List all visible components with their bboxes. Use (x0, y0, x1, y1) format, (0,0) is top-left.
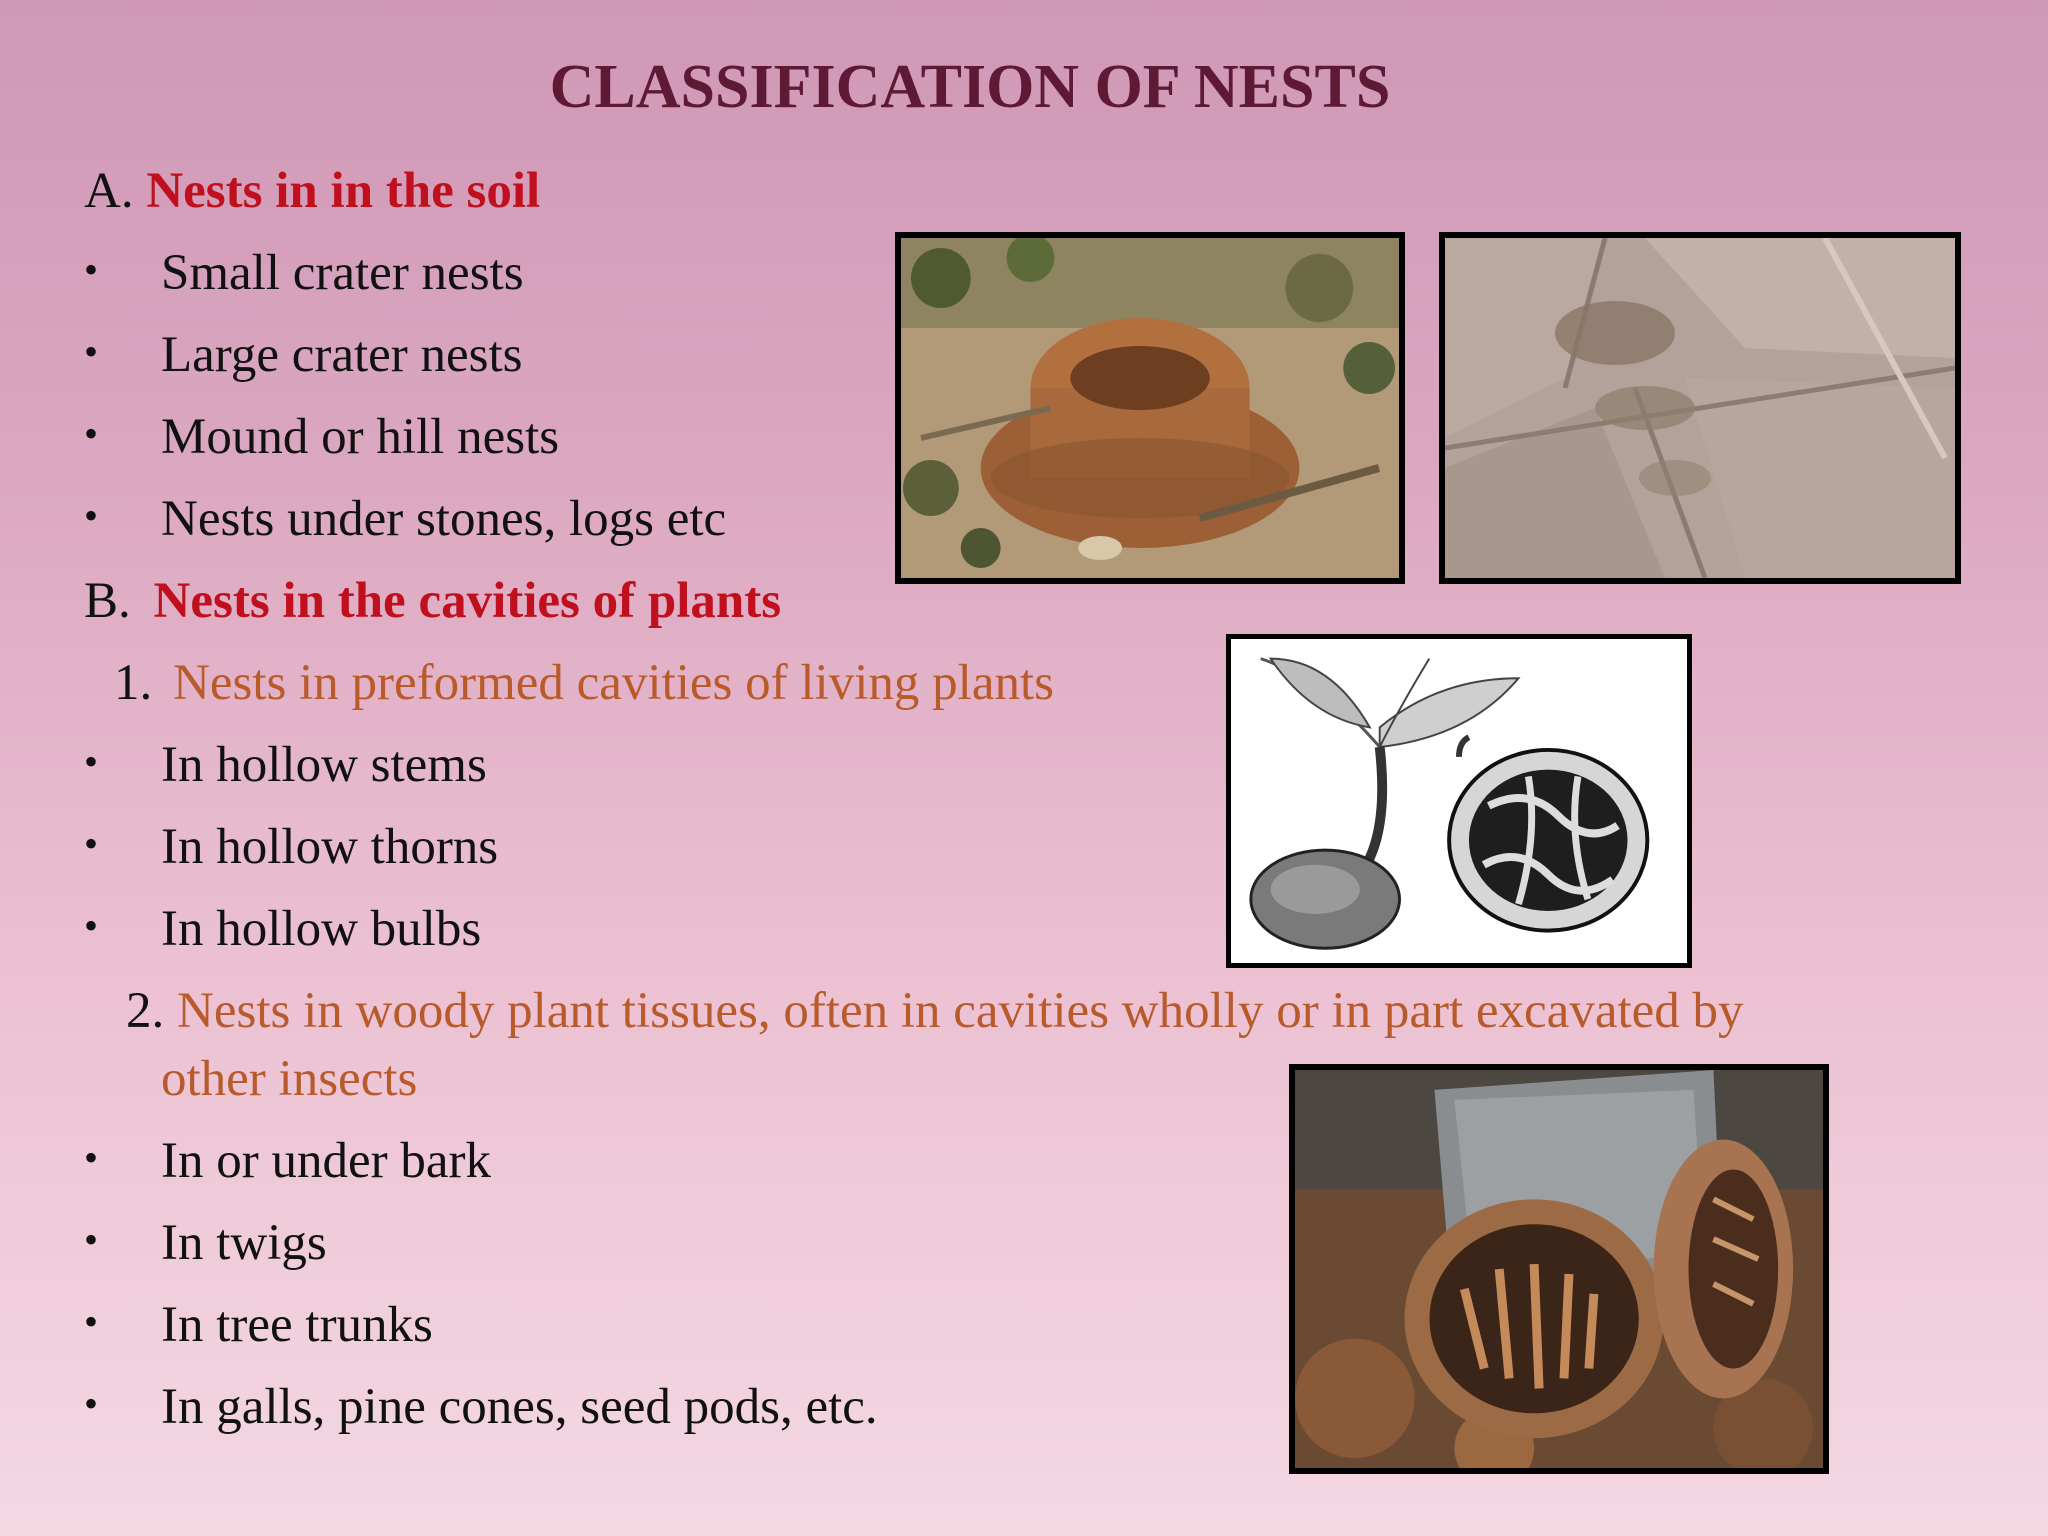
list-item-text: Large crater nests (161, 327, 523, 383)
bullet-icon: • (84, 1299, 99, 1344)
list-item-text: In hollow bulbs (161, 901, 482, 957)
section-b-title: Nests in the cavities of plants (153, 573, 782, 629)
list-item-text: Mound or hill nests (161, 409, 560, 465)
subheading-2-number: 2. (126, 983, 165, 1039)
subheading-1-text: Nests in preformed cavities of living plants (173, 655, 1054, 711)
hollow-log-photo (1289, 1064, 1829, 1474)
list-item-text: Nests under stones, logs etc (161, 491, 727, 547)
bullet-icon: • (84, 739, 99, 784)
subheading-1 (114, 654, 1054, 712)
subheading-2-text-line1: Nests in woody plant tissues, often in cavities wholly or in part excavated by (177, 983, 1744, 1039)
bullet-icon: • (84, 1217, 99, 1262)
subheading-2 (126, 982, 1744, 1040)
bullet-icon: • (84, 903, 99, 948)
hollow-bulb-illustration (1226, 634, 1692, 968)
bullet-icon: • (84, 411, 99, 456)
bullet-icon: • (84, 247, 99, 292)
subheading-1-number: 1. (114, 655, 153, 711)
paver-nest-photo (1439, 232, 1961, 584)
crater-nest-photo (895, 232, 1405, 584)
section-a-title: Nests in in the soil (146, 163, 541, 219)
list-item-text: In twigs (161, 1215, 327, 1271)
list-item-text: Small crater nests (161, 245, 524, 301)
bullet-icon: • (84, 493, 99, 538)
list-item-text: In hollow stems (161, 737, 487, 793)
section-b-heading (84, 572, 781, 630)
list-item-text: In tree trunks (161, 1297, 433, 1353)
bullet-icon: • (84, 821, 99, 866)
bullet-icon: • (84, 1135, 99, 1180)
subheading-2-text-line2: other insects (161, 1051, 418, 1107)
list-item-text: In or under bark (161, 1133, 491, 1189)
section-a-heading (84, 162, 540, 220)
list-item-text: In hollow thorns (161, 819, 499, 875)
slide-title: CLASSIFICATION OF NESTS (549, 53, 1391, 121)
bullet-icon: • (84, 329, 99, 374)
section-a-prefix: A. (84, 163, 134, 219)
list-item-text: In galls, pine cones, seed pods, etc. (161, 1379, 878, 1435)
bullet-icon: • (84, 1381, 99, 1426)
section-b-prefix: B. (84, 573, 131, 629)
